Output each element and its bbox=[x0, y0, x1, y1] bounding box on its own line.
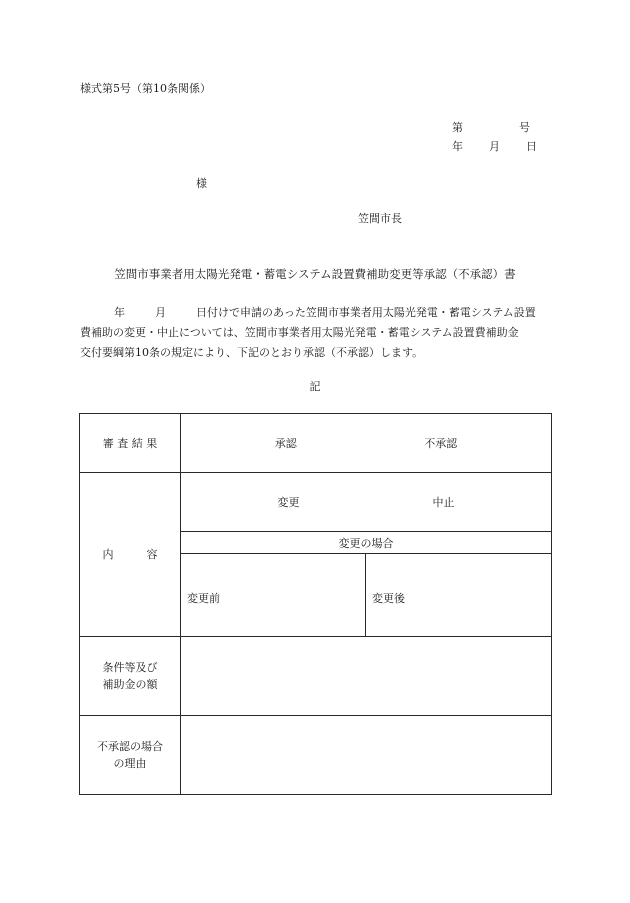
date-month: 月 bbox=[489, 140, 500, 153]
conditions-label-line-1: 条件等及び bbox=[102, 661, 158, 674]
issue-date bbox=[452, 138, 537, 154]
document-number bbox=[452, 119, 530, 135]
date-day: 日 bbox=[526, 140, 537, 153]
reason-value bbox=[181, 716, 552, 795]
ki-heading: 記 bbox=[309, 380, 321, 393]
body-line-1 bbox=[80, 303, 550, 323]
reason-row bbox=[80, 716, 552, 795]
review-result-label: 審 査 結 果 bbox=[80, 414, 181, 473]
before-change-cell: 変更前 bbox=[181, 554, 366, 637]
conditions-row bbox=[80, 637, 552, 716]
sender: 笠間市長 bbox=[358, 212, 402, 225]
disapprove-option: 不承認 bbox=[424, 437, 458, 450]
review-result-options bbox=[181, 414, 552, 473]
after-change-cell: 変更後 bbox=[366, 554, 552, 637]
conditions-value bbox=[181, 637, 552, 716]
change-option: 変更 bbox=[277, 496, 300, 509]
approval-table bbox=[79, 413, 552, 795]
date-year: 年 bbox=[452, 140, 463, 153]
body-line-3: 交付要綱第10条の規定により、下記のとおり承認（不承認）します。 bbox=[80, 346, 424, 359]
content-label: 内 容 bbox=[80, 473, 181, 637]
review-result-row bbox=[80, 414, 552, 473]
doc-number-prefix: 第 bbox=[452, 121, 463, 134]
reason-label-line-2: の理由 bbox=[113, 757, 147, 770]
reason-label-line-1: 不承認の場合 bbox=[97, 740, 163, 753]
reason-label bbox=[80, 716, 181, 795]
content-options bbox=[181, 473, 552, 532]
body-line-2: 費補助の変更・中止については、笠間市事業者用太陽光発電・蓄電システム設置費補助金 bbox=[80, 326, 519, 339]
addressee: 様 bbox=[196, 177, 207, 190]
body-line-1-text: 日付けで申請のあった笠間市事業者用太陽光発電・蓄電システム設置 bbox=[196, 306, 536, 319]
document-title: 笠間市事業者用太陽光発電・蓄電システム設置費補助変更等承認（不承認）書 bbox=[114, 267, 516, 281]
doc-number-suffix: 号 bbox=[519, 121, 530, 134]
change-case-header: 変更の場合 bbox=[181, 532, 552, 554]
conditions-label-line-2: 補助金の額 bbox=[102, 678, 158, 691]
conditions-label bbox=[80, 637, 181, 716]
body-month: 月 bbox=[155, 306, 166, 319]
body-year: 年 bbox=[114, 306, 125, 319]
approve-option: 承認 bbox=[274, 437, 297, 450]
form-number: 様式第5号（第10条関係） bbox=[80, 82, 211, 95]
cancel-option: 中止 bbox=[432, 496, 455, 509]
content-row bbox=[80, 473, 552, 532]
body-text bbox=[80, 303, 550, 363]
